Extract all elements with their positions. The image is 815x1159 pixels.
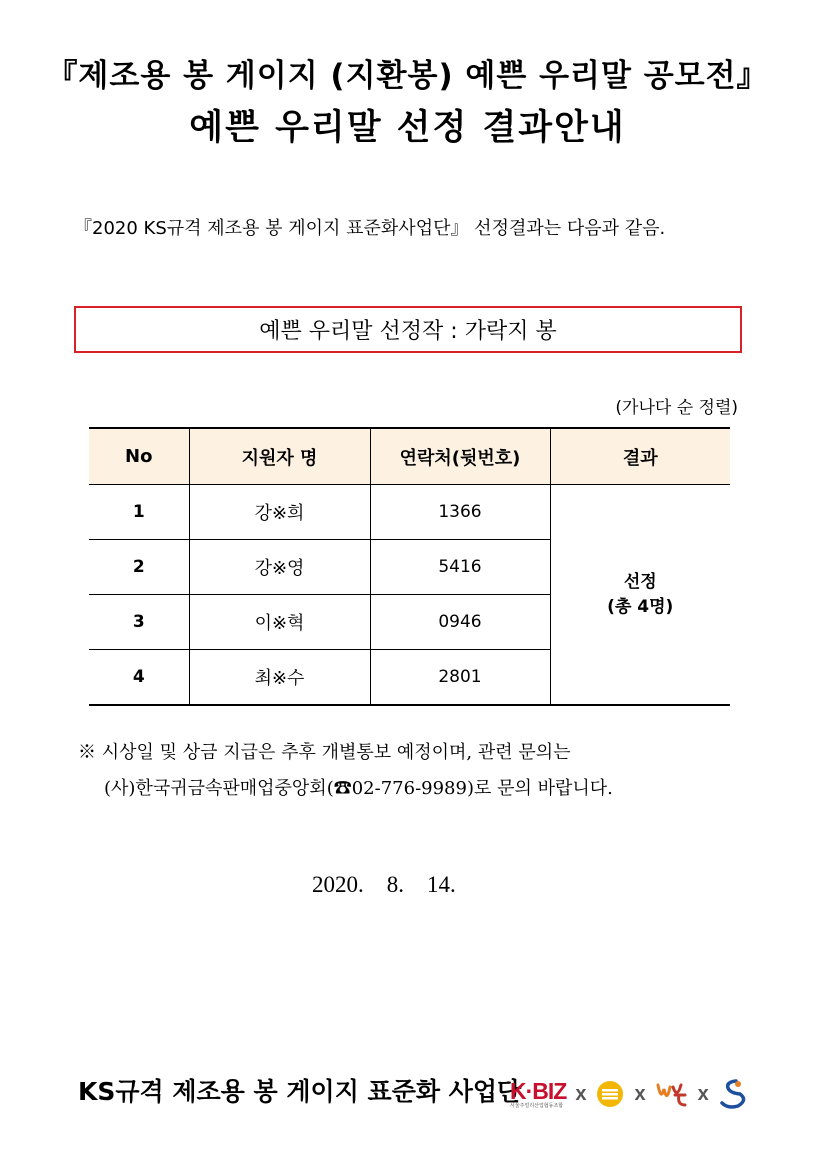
selected-word-box bbox=[74, 306, 742, 353]
result-table bbox=[89, 427, 730, 706]
row-no: 3 bbox=[89, 595, 189, 650]
footer-logos bbox=[510, 1074, 748, 1114]
kbiz-logo-subtitle: 서울주얼리산업협동조합 bbox=[510, 1102, 564, 1109]
result-label: 선정 bbox=[623, 571, 657, 592]
row-no: 1 bbox=[89, 485, 189, 540]
orange-brush-logo-icon bbox=[655, 1079, 689, 1109]
row-name: 이※혁 bbox=[189, 595, 370, 650]
row-no: 2 bbox=[89, 540, 189, 595]
row-name: 강※영 bbox=[189, 540, 370, 595]
title-line-2: 예쁜 우리말 선정 결과안내 bbox=[189, 108, 626, 148]
row-no: 4 bbox=[89, 650, 189, 706]
row-contact: 0946 bbox=[370, 595, 550, 650]
row-name: 최※수 bbox=[189, 650, 370, 706]
row-contact: 5416 bbox=[370, 540, 550, 595]
notice-line-2: (사)한국귀금속판매업중앙회(☎02-776-9989)로 문의 바랍니다. bbox=[104, 778, 613, 799]
selected-word-text: 예쁜 우리말 선정작 : 가락지 봉 bbox=[259, 319, 557, 344]
table-header-row bbox=[89, 428, 730, 485]
footer-org-name: KS규격 제조용 봉 게이지 표준화 사업단 bbox=[78, 1077, 522, 1106]
notice bbox=[78, 735, 613, 807]
header-no: No bbox=[89, 428, 189, 485]
gold-emblem-logo-icon bbox=[595, 1079, 625, 1109]
logo-separator: x bbox=[634, 1082, 646, 1105]
kbiz-logo bbox=[510, 1079, 566, 1110]
issue-date: 2020. 8. 14. bbox=[312, 872, 456, 897]
row-name: 강※희 bbox=[189, 485, 370, 540]
notice-line-1: ※ 시상일 및 상금 지급은 추후 개별통보 예정이며, 관련 문의는 bbox=[78, 742, 571, 763]
logo-separator: x bbox=[697, 1082, 709, 1105]
logo-separator: x bbox=[575, 1082, 587, 1105]
blue-swirl-logo-icon bbox=[718, 1078, 748, 1110]
intro-text: 『2020 KS규격 제조용 봉 게이지 표준화사업단』 선정결과는 다음과 같음. bbox=[74, 218, 666, 239]
table-row bbox=[89, 485, 730, 540]
result-cell bbox=[550, 485, 730, 706]
title-line-1: 『제조용 봉 게이지 (지환봉) 예쁜 우리말 공모전』 bbox=[46, 58, 769, 94]
header-result: 결과 bbox=[550, 428, 730, 485]
row-contact: 2801 bbox=[370, 650, 550, 706]
result-count: (총 4명) bbox=[607, 596, 674, 617]
header-name: 지원자 명 bbox=[189, 428, 370, 485]
row-contact: 1366 bbox=[370, 485, 550, 540]
header-contact: 연락처(뒷번호) bbox=[370, 428, 550, 485]
sort-note: (가나다 순 정렬) bbox=[615, 398, 738, 418]
kbiz-logo-word: K·BIZ bbox=[510, 1077, 567, 1104]
